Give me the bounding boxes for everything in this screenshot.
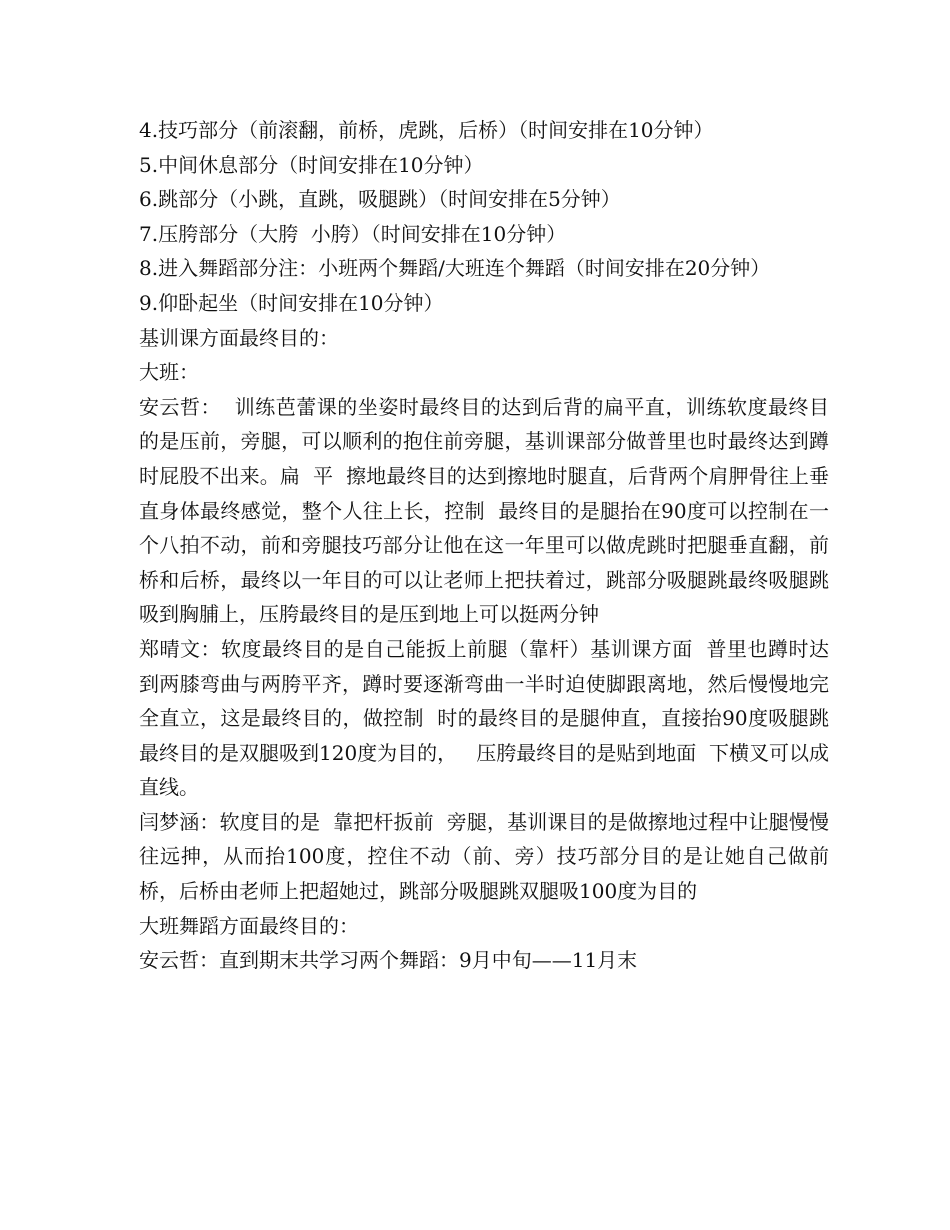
paragraph-hip-section: 7.压胯部分（大胯 小胯）（时间安排在10分钟） <box>139 221 567 246</box>
paragraph-student-zheng-qingwen: 郑晴文：软度最终目的是自己能扳上前腿（靠杆）基训课方面 普里也蹲时达到两膝弯曲与两胯平齐，蹲时要逐渐弯曲一半时迫使脚跟离地，然后慢慢地完全直立，这是最终目的，做控制 时的最终目的是腿伸直，直接抬90度吸腿跳最终目的是双腿吸到120度为目的， 压胯最终目的是贴到地面 下横叉可以成直线。 <box>139 636 829 800</box>
paragraph-situp-section: 9.仰卧起坐（时间安排在10分钟） <box>139 290 444 315</box>
document-body <box>139 113 829 978</box>
paragraph-jump-section: 6.跳部分（小跳，直跳，吸腿跳）（时间安排在5分钟） <box>139 187 621 212</box>
paragraph-student-yan-menghan: 闫梦涵：软度目的是 靠把杆扳前 旁腿，基训课目的是做擦地过程中让腿慢慢往远抻，从而抬100度，控住不动（前、旁）技巧部分目的是让她自己做前桥，后桥由老师上把超她过，跳部分吸腿跳双腿吸100度为目的 <box>139 809 829 904</box>
paragraph-rest-section: 5.中间休息部分（时间安排在10分钟） <box>139 152 484 177</box>
heading-senior-dance-goals: 大班舞蹈方面最终目的： <box>139 913 359 938</box>
paragraph-dance-schedule: 安云哲：直到期末共学习两个舞蹈：9月中旬——11月末 <box>139 948 638 973</box>
paragraph-student-an-yunzhe: 安云哲： 训练芭蕾课的坐姿时最终目的达到后背的扁平直，训练软度最终目的是压前，旁腿，可以顺利的抱住前旁腿，基训课部分做普里也时最终达到蹲时屁股不出来。扁 平 擦地最终目的达到擦地时腿直，后背两个肩胛骨往上垂直身体最终感觉，整个人往上长，控制 最终目的是腿抬在90度可以控制在一个八拍不动，前和旁腿技巧部分让他在这一年里可以做虎跳时把腿垂直翻，前桥和后桥，最终以一年目的可以让老师上把扶着过，跳部分吸腿跳最终吸腿跳吸到胸脯上，压胯最终目的是压到地上可以挺两分钟 <box>139 394 829 627</box>
heading-senior-class: 大班： <box>139 360 199 385</box>
paragraph-skills-section: 4.技巧部分（前滚翻，前桥，虎跳，后桥）（时间安排在10分钟） <box>139 118 714 142</box>
heading-basic-training-goals: 基训课方面最终目的： <box>139 325 339 350</box>
paragraph-dance-section: 8.进入舞蹈部分注：小班两个舞蹈/大班连个舞蹈（时间安排在20分钟） <box>139 256 771 281</box>
